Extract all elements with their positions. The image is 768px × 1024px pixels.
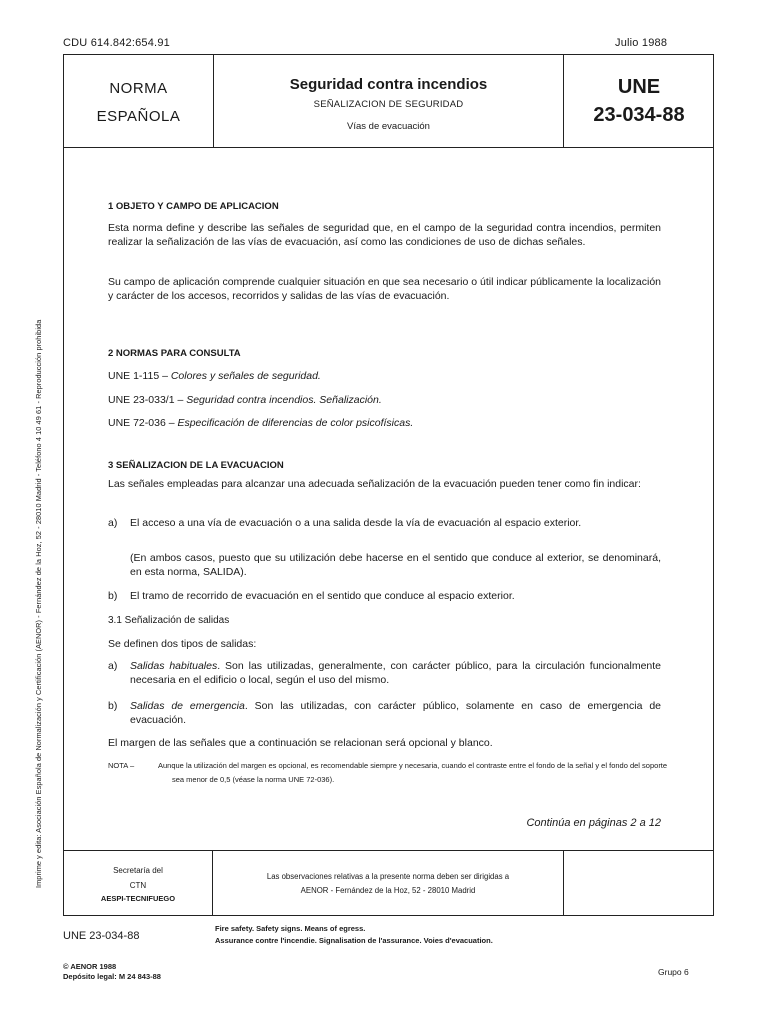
paragraph: Su campo de aplicación comprende cualquier situación en que sea necesario o útil indicar públicamente la localización y carácter de los accesos, recorridos y salidas de las vías de evacuación. [108,276,661,302]
term-definition: . Son las utilizadas, con carácter público, solamente en caso de emergencia de evacuación. [130,700,662,726]
document-subtitle: SEÑALIZACION DE SEGURIDAD [313,99,464,110]
paragraph: Se definen dos tipos de salidas: [108,638,257,650]
section-heading: 1 OBJETO Y CAMPO DE APLICACION [108,201,279,212]
list-marker: b) [108,700,118,712]
reference-title: Seguridad contra incendios. Señalización. [186,394,382,406]
publication-date: Julio 1988 [615,37,668,49]
list-item-text [130,700,661,727]
subsection-heading: 3.1 Señalización de salidas [108,615,230,626]
reference-title: Colores y señales de seguridad. [170,370,321,382]
standard-number: 23-034-88 [593,104,685,126]
reference-code: UNE 72-036 – [108,417,178,429]
document-subtitle-2: Vías de evacuación [347,121,430,132]
french-title: Assurance contre l'incendie. Signalisation de l'assurance. Voies d'evacuation. [215,936,493,945]
english-title: Fire safety. Safety signs. Means of egress. [215,924,366,933]
section-heading: 3 SEÑALIZACION DE LA EVACUACION [108,460,284,471]
list-item-text: El acceso a una vía de evacuación o a una salida desde la vía de evacuación al espacio exterior. [130,517,582,529]
secretariat-name: AESPI-TECNIFUEGO [100,894,176,903]
secretariat-label: Secretaría del [113,866,163,875]
standard-prefix: UNE [617,76,661,98]
reference-code: UNE 1-115 – [108,370,171,382]
list-marker: b) [108,590,118,602]
list-marker: a) [108,517,118,529]
list-item-text [130,660,661,687]
term: Salidas de emergencia [130,700,245,712]
publisher-side-text: Imprime y edita: Asociación Española de Normalización y Certificación (AENOR) - Fernández de la Hoz, 52 - 28010 Madrid - Teléfono 4 10 49 61 - Reproducción prohibida [34,319,43,888]
price-group: Grupo 6 [658,967,689,977]
document-title: Seguridad contra incendios [289,76,488,93]
frame-border [713,148,714,850]
term-definition: . Son las utilizadas, generalmente, con carácter público, para la circulación funcionalmente necesaria en el edificio o local, según el uso del mismo. [130,660,662,686]
paragraph: Esta norma define y describe las señales de seguridad que, en el campo de la seguridad contra incendios, permiten realizar la señalización de las vías de evacuación, así como las condiciones de uso de dichas señales. [108,222,661,248]
espanola-label: ESPAÑOLA [96,108,181,125]
reference-item [108,417,413,429]
legal-deposit: Depósito legal: M 24 843-88 [63,972,161,981]
header-divider [563,54,564,148]
reference-item [108,370,321,382]
reference-title: Especificación de diferencias de color psicofísicas. [177,417,414,429]
list-marker: a) [108,660,118,672]
reference-code: UNE 23-033/1 – [108,394,187,406]
frame-border [63,148,64,850]
norma-label: NORMA [109,80,168,97]
copyright: © AENOR 1988 [63,962,117,971]
term: Salidas habituales [130,660,218,672]
observations-text: Las observaciones relativas a la presente norma deben ser dirigidas a [266,872,510,881]
observations-address: AENOR - Fernández de la Hoz, 52 - 28010 Madrid [300,886,476,895]
reference-item [108,394,382,406]
footer-divider [563,850,564,916]
footer-divider [212,850,213,916]
section-heading: 2 NORMAS PARA CONSULTA [108,348,241,359]
note-text: Aunque la utilización del margen es opcional, es recomendable siempre y necesaria, cuando el contraste entre el fondo de la señal y el fondo del soporte sea menor de 0,5 (véase la norma UNE 72-036). [158,761,668,784]
continuation-note: Continúa en páginas 2 a 12 [526,817,661,829]
note-label: NOTA – [108,761,135,770]
secretariat-committee: CTN [129,881,147,890]
cdu-code: CDU 614.842:654.91 [63,37,170,49]
list-item-note: (En ambos casos, puesto que su utilización debe hacerse en el sentido que conduce al exterior, se denominará, en esta norma, SALIDA). [130,552,661,578]
paragraph: El margen de las señales que a continuación se relacionan será opcional y blanco. [108,737,493,749]
standard-code: UNE 23-034-88 [63,930,140,942]
list-item-text: El tramo de recorrido de evacuación en el sentido que conduce al espacio exterior. [130,590,515,602]
paragraph: Las señales empleadas para alcanzar una adecuada señalización de la evacuación pueden tener como fin indicar: [108,478,641,490]
